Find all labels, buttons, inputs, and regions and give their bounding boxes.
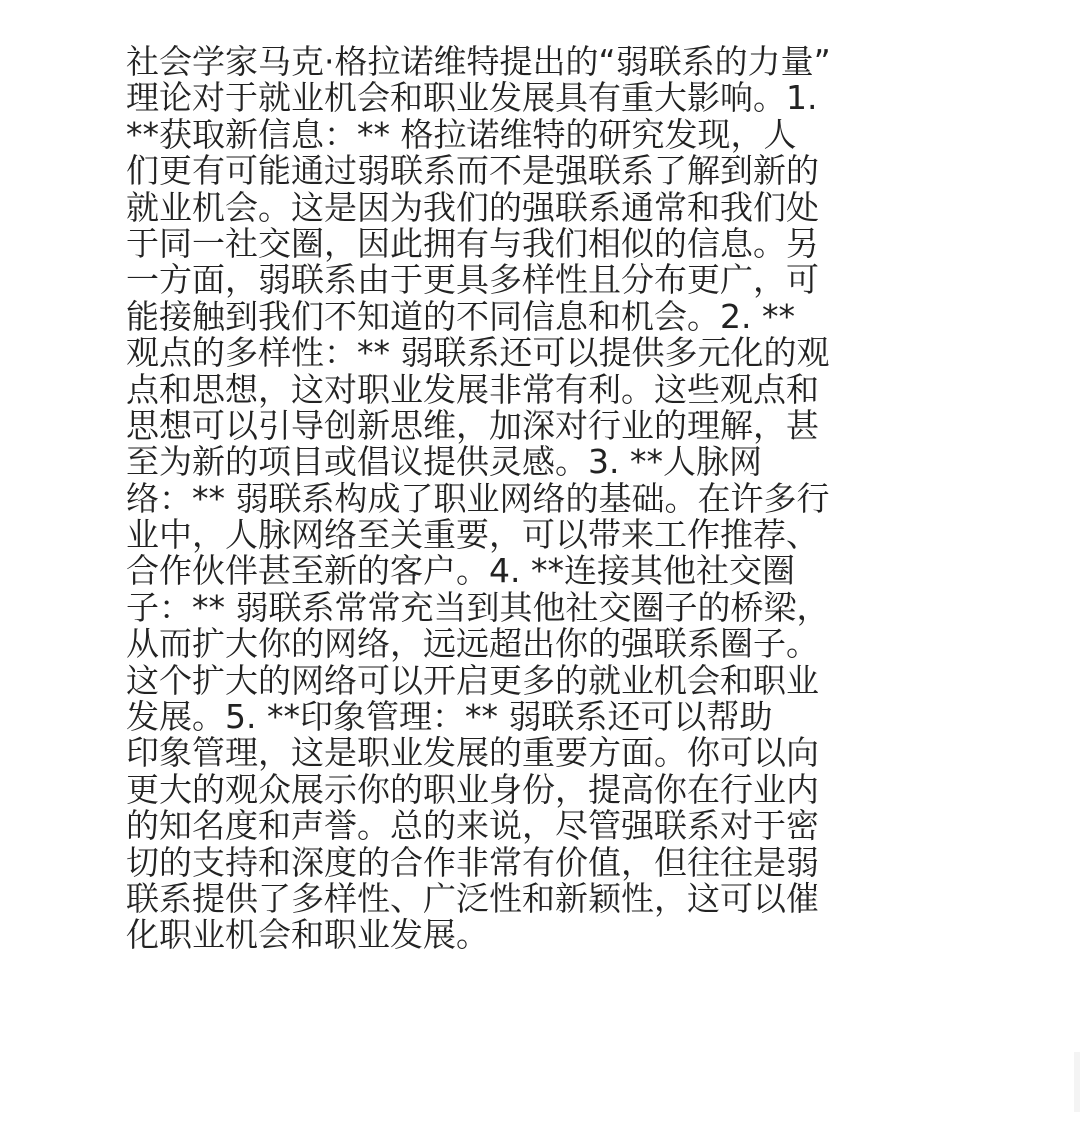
text-line: 更大的观众展示你的职业身份，提高你在行业内 — [126, 769, 819, 809]
text-line: 联系提供了多样性、广泛性和新颖性，这可以催 — [126, 878, 819, 918]
text-line: 化职业机会和职业发展。 — [126, 915, 489, 955]
body-text — [126, 44, 966, 954]
text-line: 印象管理，这是职业发展的重要方面。你可以向 — [126, 733, 819, 773]
text-line: 至为新的项目或倡议提供灵感。3. **人脉网 — [126, 442, 762, 482]
scroll-edge — [1074, 1052, 1080, 1112]
text-line: **获取新信息：** 格拉诺维特的研究发现，人 — [126, 114, 797, 154]
text-line: 络：** 弱联系构成了职业网络的基础。在许多行 — [126, 478, 830, 518]
text-line: 发展。5. **印象管理：** 弱联系还可以帮助 — [126, 697, 773, 737]
text-line: 于同一社交圈，因此拥有与我们相似的信息。另 — [126, 223, 819, 263]
text-line: 切的支持和深度的合作非常有价值，但往往是弱 — [126, 842, 819, 882]
text-line: 的知名度和声誉。总的来说，尽管强联系对于密 — [126, 806, 819, 846]
text-line: 这个扩大的网络可以开启更多的就业机会和职业 — [126, 660, 819, 700]
text-line: 业中，人脉网络至关重要，可以带来工作推荐、 — [126, 515, 819, 555]
text-line: 理论对于就业机会和职业发展具有重大影响。1. — [126, 78, 818, 118]
text-line: 合作伙伴甚至新的客户。4. **连接其他社交圈 — [126, 551, 795, 591]
text-line: 从而扩大你的网络，远远超出你的强联系圈子。 — [126, 624, 819, 664]
text-line: 社会学家马克·格拉诺维特提出的“弱联系的力量” — [126, 42, 831, 81]
text-line: 子：** 弱联系常常充当到其他社交圈子的桥梁， — [126, 587, 830, 627]
text-line: 们更有可能通过弱联系而不是强联系了解到新的 — [126, 151, 819, 191]
text-line: 能接触到我们不知道的不同信息和机会。2. ** — [126, 296, 795, 336]
text-line: 一方面，弱联系由于更具多样性且分布更广，可 — [126, 260, 819, 300]
text-line: 点和思想，这对职业发展非常有利。这些观点和 — [126, 369, 819, 409]
text-line: 观点的多样性：** 弱联系还可以提供多元化的观 — [126, 333, 830, 373]
text-line: 就业机会。这是因为我们的强联系通常和我们处 — [126, 187, 819, 227]
text-line: 思想可以引导创新思维，加深对行业的理解，甚 — [126, 405, 819, 445]
